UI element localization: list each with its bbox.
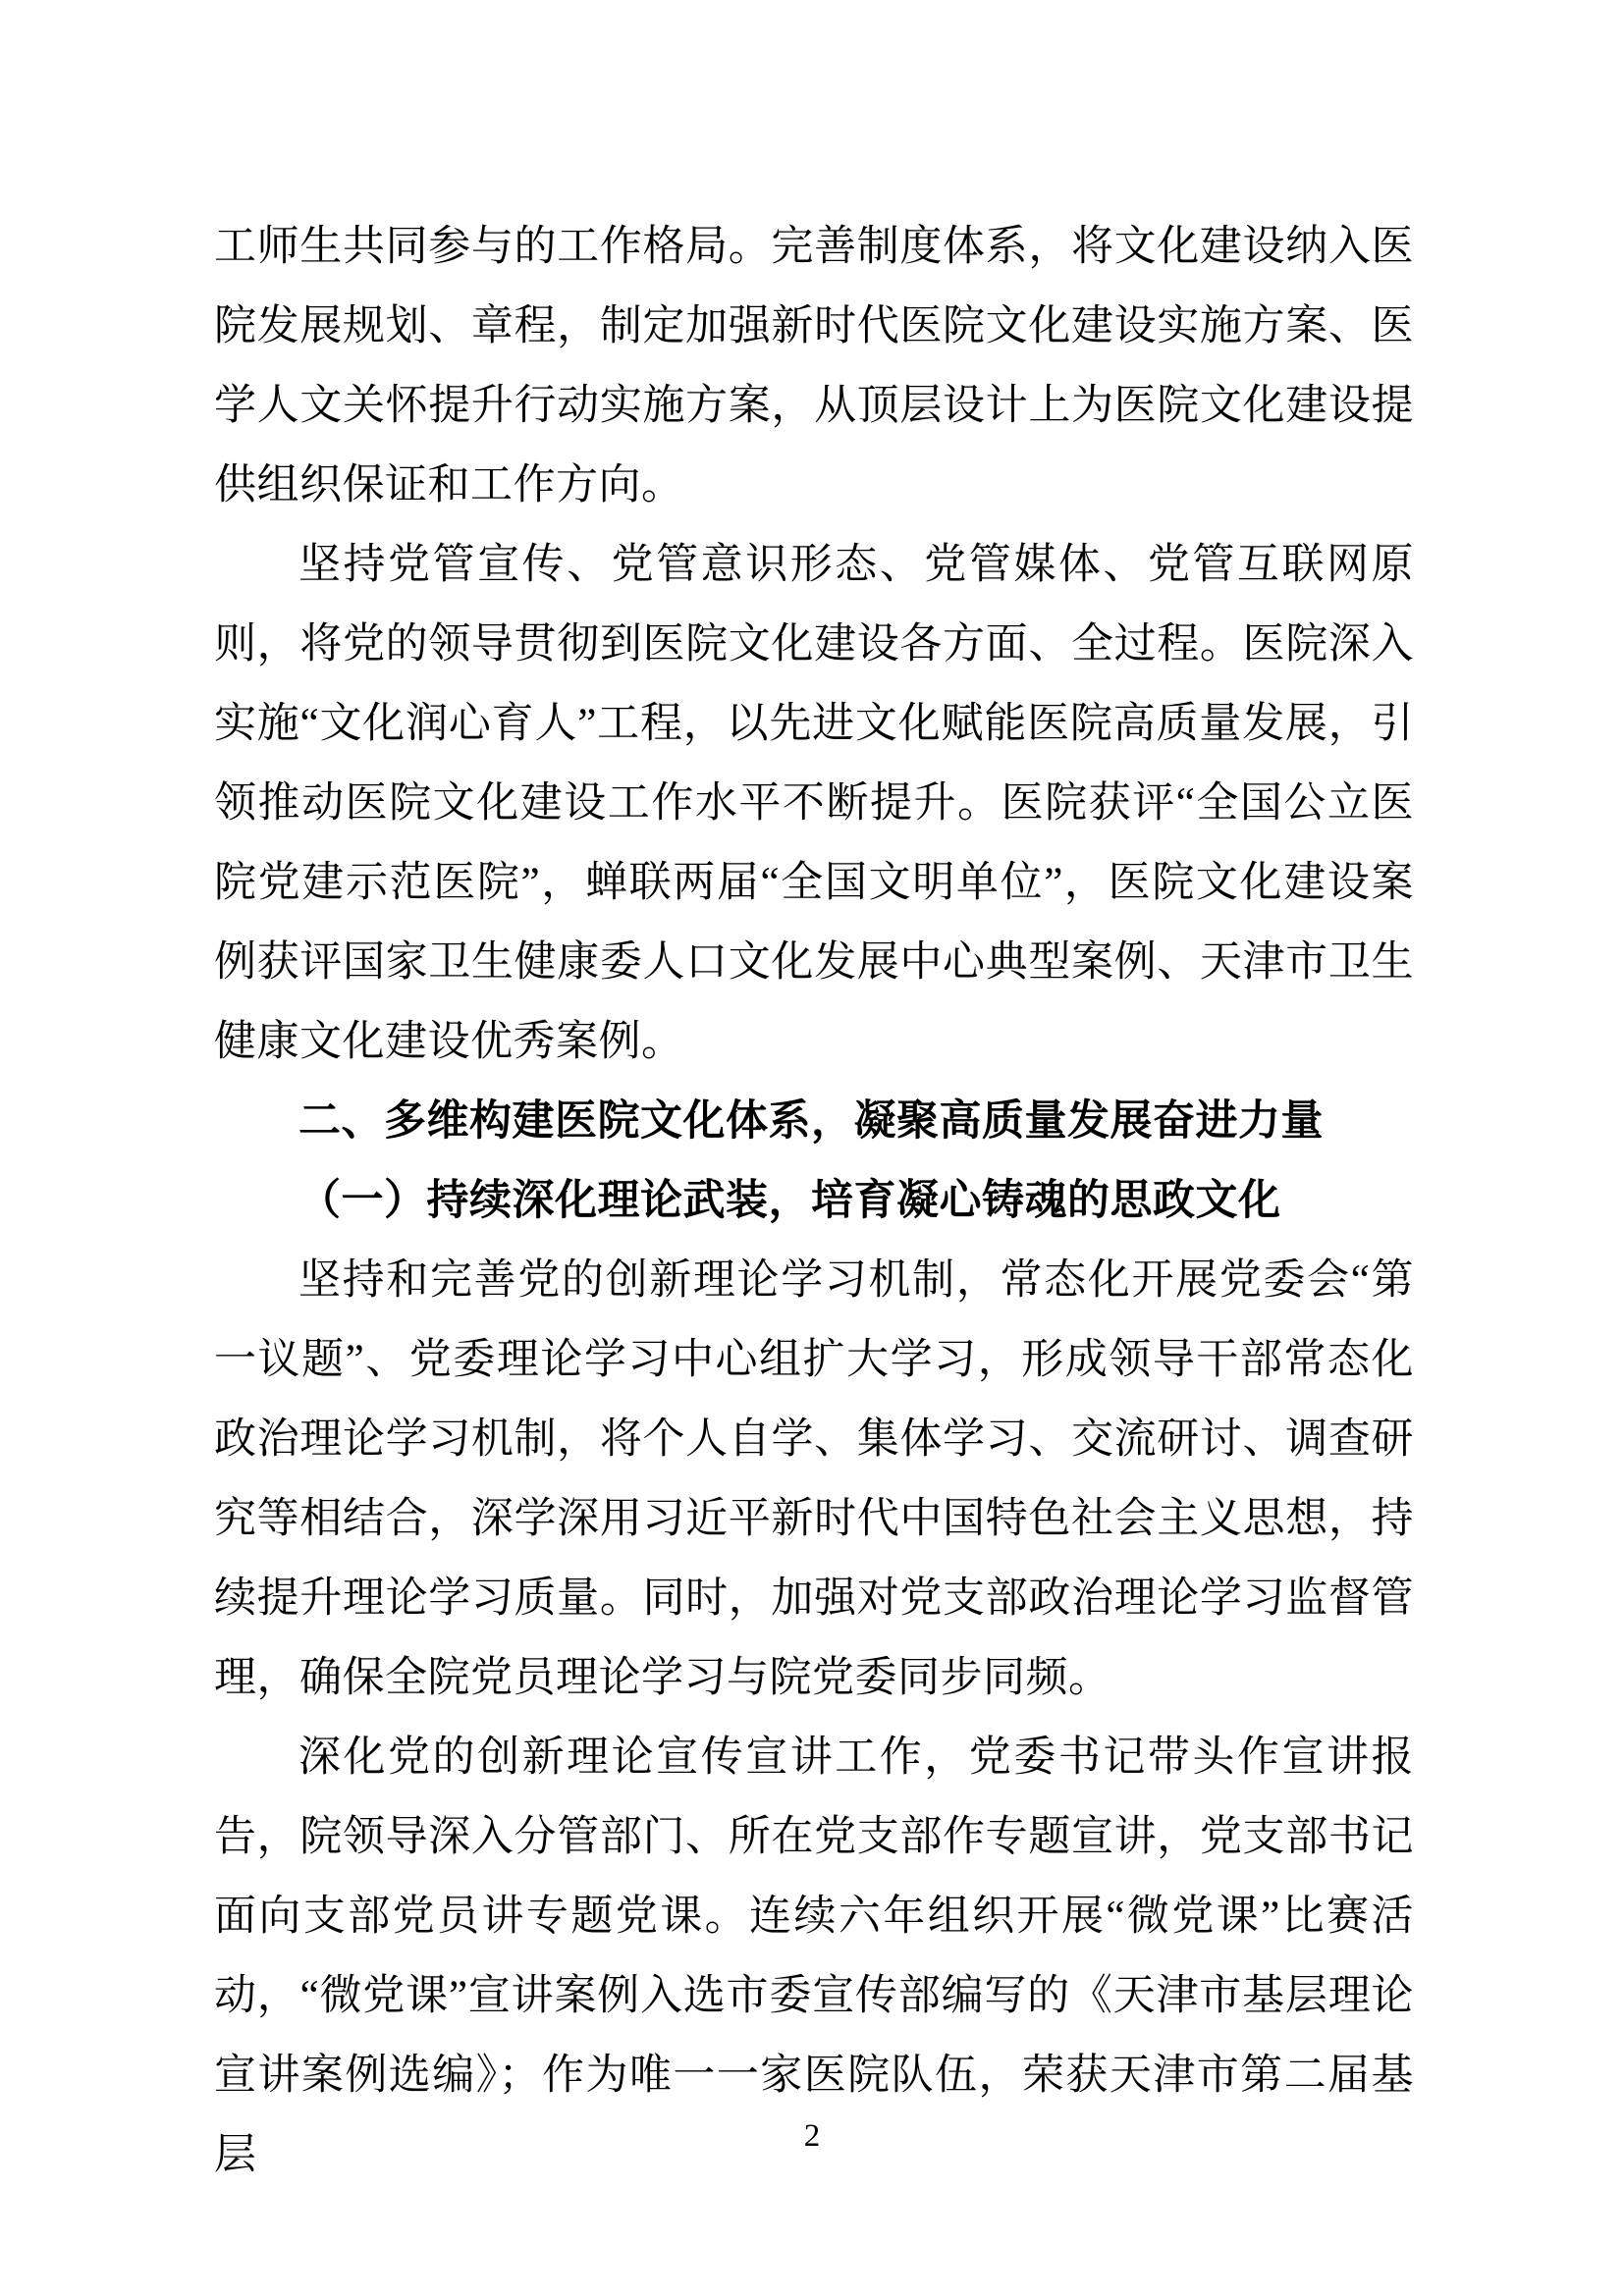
paragraph: 深化党的创新理论宣传宣讲工作，党委书记带头作宣讲报告，院领导深入分管部门、所在党支部作专题宣讲，党支部书记面向支部党员讲专题党课。连续六年组织开展“微党课”比赛活动，“微党课”宣讲案例入选市委宣传部编写的《天津市基层理论宣讲案例选编》；作为唯一一家医院队伍，荣获天津市第二届基层 xyxy=(214,1735,1414,2178)
paragraph: 坚持党管宣传、党管意识形态、党管媒体、党管互联网原则，将党的领导贯彻到医院文化建设各方面、全过程。医院深入实施“文化润心育人”工程，以先进文化赋能医院高质量发展，引领推动医院文化建设工作水平不断提升。医院获评“全国公立医院党建示范医院”，蝉联两届“全国文明单位”，医院文化建设案例获评国家卫生健康委人口文化发展中心典型案例、天津市卫生健康文化建设优秀案例。 xyxy=(214,542,1414,1065)
document-body xyxy=(214,207,1414,2195)
subsection-heading: （一）持续深化理论武装，培育凝心铸魂的思政文化 xyxy=(298,1178,1281,1224)
paragraph-continuation: 工师生共同参与的工作格局。完善制度体系，将文化建设纳入医院发展规划、章程，制定加强新时代医院文化建设实施方案、医学人文关怀提升行动实施方案，从顶层设计上为医院文化建设提供组织保证和工作方向。 xyxy=(214,224,1414,508)
section-heading: 二、多维构建医院文化体系，凝聚高质量发展奋进力量 xyxy=(298,1097,1324,1145)
page-number: 2 xyxy=(803,2118,821,2154)
paragraph: 坚持和完善党的创新理论学习机制，常态化开展党委会“第一议题”、党委理论学习中心组扩大学习，形成领导干部常态化政治理论学习机制，将个人自学、集体学习、交流研讨、调查研究等相结合，深学深用习近平新时代中国特色社会主义思想，持续提升理论学习质量。同时，加强对党支部政治理论学习监督管理，确保全院党员理论学习与院党委同步同频。 xyxy=(214,1257,1414,1701)
